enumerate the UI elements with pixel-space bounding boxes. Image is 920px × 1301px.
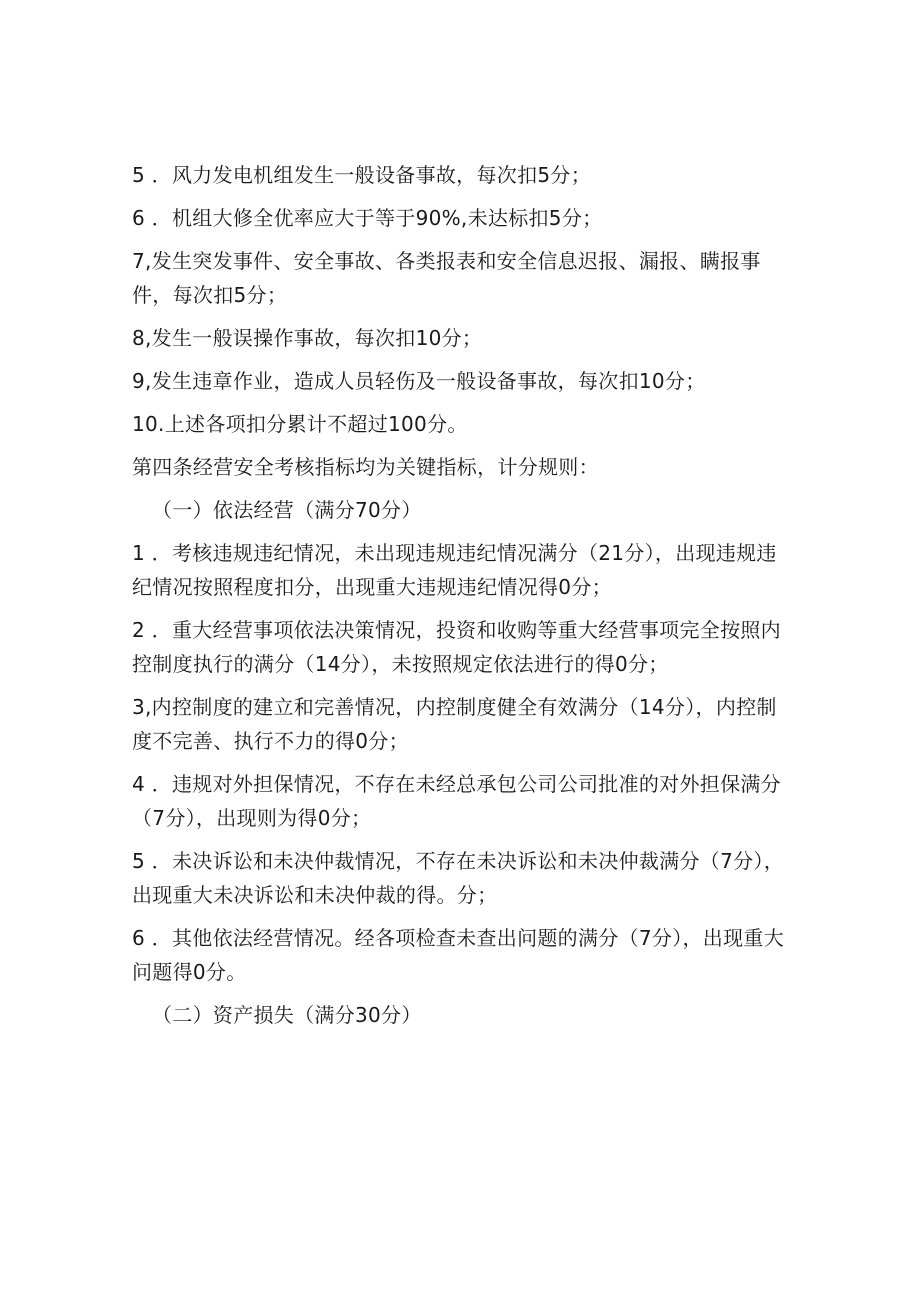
paragraph-item-8-misoperation: 8,发生一般误操作事故，每次扣10分；	[132, 326, 483, 350]
paragraph-item-9-violation: 9,发生违章作业，造成人员轻伤及一般设备事故，每次扣10分；	[132, 369, 706, 393]
section-1-heading: （一）依法经营（满分70分）	[152, 498, 422, 522]
paragraph-legal-item-3: 3,内控制度的建立和完善情况，内控制度健全有效满分（14分），内控制度不完善、执行不力的得0分；	[132, 695, 777, 753]
paragraph-item-6-overhaul-rate: 6 ．机组大修全优率应大于等于90%,未达标扣5分；	[132, 206, 603, 230]
section-2-heading: （二）资产损失（满分30分）	[152, 1003, 422, 1027]
paragraph-legal-item-6: 6 ．其他依法经营情况。经各项检查未查出问题的满分（7分），出现重大问题得0分。	[132, 926, 785, 984]
article-4-heading: 第四条经营安全考核指标均为关键指标，计分规则：	[132, 455, 599, 479]
paragraph-legal-item-1: 1 ．考核违规违纪情况，未出现违规违纪情况满分（21分），出现违规违纪情况按照程度扣分，出现重大违规违纪情况得0分；	[132, 541, 777, 599]
paragraph-item-7-emergency-reporting: 7,发生突发事件、安全事故、各类报表和安全信息迟报、漏报、瞒报事件，每次扣5分；	[132, 249, 761, 307]
paragraph-legal-item-5: 5 ．未决诉讼和未决仲裁情况，不存在未决诉讼和未决仲裁满分（7分），出现重大未决诉讼和未决仲裁的得。分；	[132, 849, 785, 907]
paragraph-legal-item-4: 4 ．违规对外担保情况，不存在未经总承包公司公司批准的对外担保满分（7分），出现则为得0分；	[132, 772, 781, 830]
paragraph-legal-item-2: 2 ．重大经营事项依法决策情况，投资和收购等重大经营事项完全按照内控制度执行的满分（14分），未按照规定依法进行的得0分；	[132, 618, 781, 676]
paragraph-item-5-equipment-accident: 5 ．风力发电机组发生一般设备事故，每次扣5分；	[132, 163, 592, 187]
document-body	[132, 158, 792, 1032]
paragraph-item-10-deduction-cap: 10.上述各项扣分累计不超过100分。	[132, 412, 468, 436]
